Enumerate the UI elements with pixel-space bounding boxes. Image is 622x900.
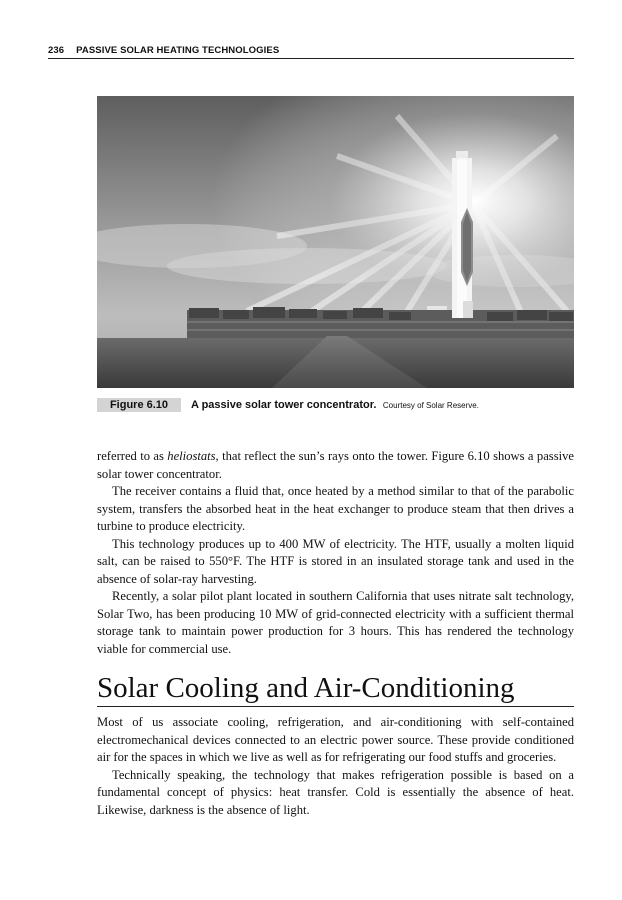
running-head (48, 45, 574, 59)
figure-credit: Courtesy of Solar Reserve. (382, 401, 479, 410)
term-heliostats: heliostats, (167, 449, 219, 463)
page-number: 236 (48, 45, 65, 56)
figure-photo (97, 96, 574, 388)
figure-label: Figure 6.10 (97, 398, 181, 412)
running-head-title: PASSIVE SOLAR HEATING TECHNOLOGIES (76, 45, 280, 56)
paragraph (97, 448, 574, 483)
paragraph-text: that reflect the sun’s rays onto the tower. Figure 6.10 shows a passive solar tower concentrator. (97, 449, 574, 481)
section-1-body (97, 448, 574, 658)
paragraph: This technology produces up to 400 MW of electricity. The HTF, usually a molten liquid salt, can be raised to 550°F. The HTF is stored in an insulated storage tank and used in the absence of solar-ray harvesting. (97, 536, 574, 586)
paragraph: Most of us associate cooling, refrigeration, and air-conditioning with self-contained electromechanical devices connected to an electric power source. These provide conditioned air for the spaces in which we live as well as for refrigerating our food stuffs and groceries. (97, 715, 574, 764)
paragraph: Technically speaking, the technology that makes refrigeration possible is based on a fundamental concept of physics: heat transfer. Cold is essentially the absence of heat. Likewise, darkness is the absence of light. (97, 767, 574, 817)
section-heading: Solar Cooling and Air-Conditioning (97, 671, 574, 707)
figure-title: A passive solar tower concentrator. (191, 399, 377, 411)
section-2-body (97, 714, 574, 819)
figure-caption (97, 395, 574, 413)
paragraph: The receiver contains a fluid that, once heated by a method similar to that of the parabolic system, transfers the absorbed heat in the heat exchanger to produce steam that then drives a turbine to produce electricity. (97, 484, 574, 533)
paragraph: Recently, a solar pilot plant located in southern California that uses nitrate salt technology, Solar Two, has been producing 10 MW of grid-connected electricity with a sufficient thermal storage tank to maintain power production for 3 hours. This has rendered the technology viable for commercial use. (97, 589, 574, 656)
paragraph-text: referred to as (97, 449, 168, 463)
solar-tower-photo (97, 96, 574, 388)
